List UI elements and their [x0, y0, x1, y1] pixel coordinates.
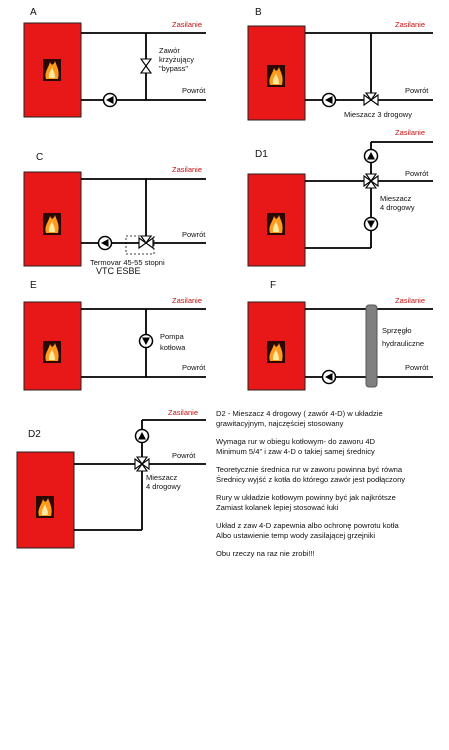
flame-icon [43, 213, 61, 235]
pump-label-1: Pompa [160, 332, 184, 341]
four-way-mixer-icon [135, 457, 149, 471]
note-line: Średnicy wyjść z kotła do którego zawór jest podłączony [216, 475, 406, 484]
return-label: Powrót [172, 451, 196, 460]
flame-icon [43, 341, 61, 363]
valve-label-2: 4 drogowy [146, 482, 181, 491]
note-line: grawitacyjnym, najczęściej stosowany [216, 419, 344, 428]
note-line: Zamiast kolanek lepiej stosować łuki [216, 503, 339, 512]
panel-letter: E [30, 280, 37, 291]
valve-label-2: krzyżujący [159, 55, 195, 64]
note-paragraph [216, 409, 444, 429]
panel-letter: C [36, 152, 44, 163]
valve-label-1: Mieszacz [380, 194, 412, 203]
panel-c [24, 152, 206, 276]
panel-letter: F [270, 280, 277, 291]
panel-letter: A [30, 7, 37, 18]
note-paragraph [216, 465, 444, 485]
note-line: Rury w układzie kotłowym powinny być jak najkrótsze [216, 493, 396, 502]
valve-label-1: Zawór [159, 46, 180, 55]
notes-block [216, 409, 444, 567]
valve-label-1: Mieszacz [146, 473, 178, 482]
panel-e [24, 280, 206, 390]
note-line: Układ z zaw 4-D zapewnia albo ochronę powrotu kotła [216, 521, 399, 530]
panel-b [248, 7, 433, 120]
note-line: Teoretycznie średnica rur w zaworu powinna być równa [216, 465, 403, 474]
note-line: Albo ustawienie temp wody zasilającej grzejniki [216, 531, 376, 540]
supply-label: Zasilanie [168, 408, 199, 417]
note-line: Wymaga rur w obiegu kotłowym- do zaworu 4D [216, 437, 376, 446]
pump-icon [99, 237, 112, 250]
pump-icon [104, 94, 117, 107]
return-label: Powrót [405, 363, 429, 372]
return-label: Powrót [405, 86, 429, 95]
note-paragraph [216, 493, 444, 513]
flame-icon [43, 59, 61, 81]
valve-label-2: VTC ESBE [96, 266, 141, 276]
valve-label-1: Termovar 45-55 stopni [90, 258, 165, 267]
return-label: Powrót [182, 230, 206, 239]
supply-label: Zasilanie [395, 296, 426, 305]
pump-icon [323, 371, 336, 384]
panel-a [24, 7, 206, 117]
note-line: Obu rzeczy na raz nie zrobi!!! [216, 549, 315, 558]
thermovar-valve-icon [139, 236, 153, 248]
valve-label: Mieszacz 3 drogowy [344, 110, 412, 119]
return-label: Powrót [182, 363, 206, 372]
panel-letter: D2 [28, 429, 41, 440]
panel-d2 [17, 408, 206, 548]
pump-icon [365, 218, 378, 231]
bypass-valve-icon [141, 59, 151, 73]
hydraulic-coupler [366, 305, 377, 387]
boiler-pump-icon [140, 335, 153, 348]
pump-icon [323, 94, 336, 107]
panel-letter: D1 [255, 149, 268, 160]
supply-label: Zasilanie [172, 165, 203, 174]
note-paragraph [216, 521, 444, 541]
note-paragraph [216, 549, 444, 559]
coupler-label-1: Sprzęgło [382, 326, 412, 335]
note-line: D2 - Mieszacz 4 drogowy ( zawór 4-D) w układzie [216, 409, 383, 418]
pump-icon [365, 150, 378, 163]
flame-icon [36, 496, 54, 518]
return-label: Powrót [182, 86, 206, 95]
return-label: Powrót [405, 169, 429, 178]
flame-icon [267, 213, 285, 235]
pump-icon [136, 430, 149, 443]
panel-letter: B [255, 7, 262, 18]
panel-f [248, 280, 433, 390]
four-way-mixer-icon [364, 174, 378, 188]
supply-label: Zasilanie [172, 296, 203, 305]
coupler-label-2: hydrauliczne [382, 339, 425, 348]
supply-label: Zasilanie [172, 20, 203, 29]
three-way-mixer-icon [364, 93, 378, 105]
note-paragraph [216, 437, 444, 457]
flame-icon [267, 341, 285, 363]
note-line: Minimum 5/4" i zaw 4-D o takiej samej średnicy [216, 447, 375, 456]
supply-label: Zasilanie [395, 20, 426, 29]
pump-label-2: kotłowa [160, 343, 186, 352]
panel-d1 [248, 128, 433, 266]
flame-icon [267, 65, 285, 87]
valve-label-2: 4 drogowy [380, 203, 415, 212]
valve-label-3: "bypass" [159, 64, 189, 73]
supply-label: Zasilanie [395, 128, 426, 137]
